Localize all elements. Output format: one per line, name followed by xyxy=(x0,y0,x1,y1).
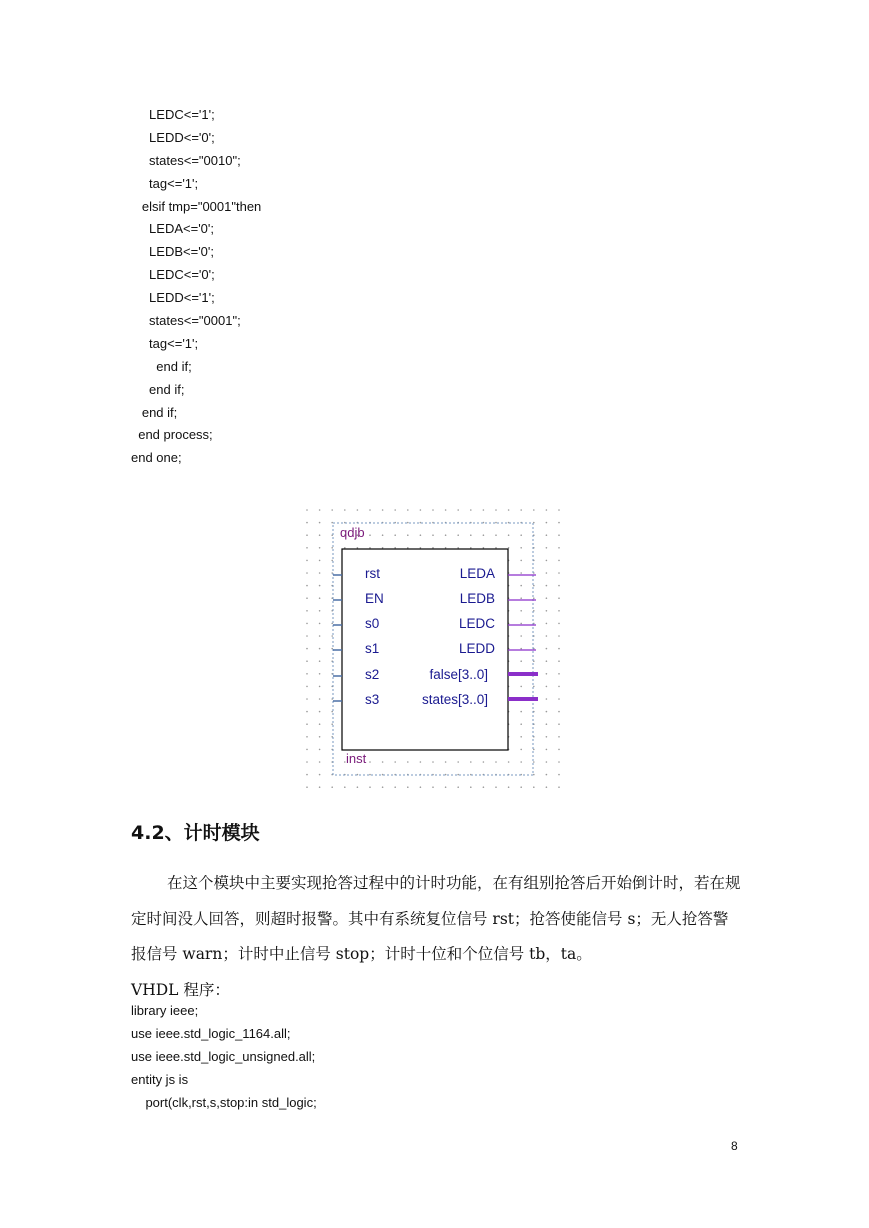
grid-dot xyxy=(344,547,346,549)
grid-dot xyxy=(495,509,497,511)
grid-dot xyxy=(445,786,447,788)
output-pin-label: states[3..0] xyxy=(421,692,488,707)
grid-dot xyxy=(520,761,522,763)
grid-dot xyxy=(319,686,321,688)
grid-dot xyxy=(546,660,548,662)
page-number: 8 xyxy=(731,1139,738,1153)
grid-dot xyxy=(546,711,548,713)
grid-dot xyxy=(483,761,485,763)
grid-dot xyxy=(558,547,560,549)
grid-dot xyxy=(520,635,522,637)
grid-dot xyxy=(558,610,560,612)
grid-dot xyxy=(520,749,522,751)
grid-dot xyxy=(520,648,522,650)
grid-dot xyxy=(457,547,459,549)
symbol-graphic xyxy=(303,505,568,795)
grid-dot xyxy=(382,534,384,536)
grid-dot xyxy=(331,635,333,637)
grid-dot xyxy=(483,534,485,536)
grid-dot xyxy=(306,585,308,587)
grid-dot xyxy=(319,534,321,536)
grid-dot xyxy=(306,623,308,625)
grid-dot xyxy=(495,547,497,549)
grid-dot xyxy=(558,635,560,637)
grid-dot xyxy=(457,534,459,536)
grid-dot xyxy=(407,509,409,511)
grid-dot xyxy=(306,597,308,599)
grid-dot xyxy=(457,786,459,788)
grid-dot xyxy=(331,547,333,549)
grid-dot xyxy=(420,534,422,536)
grid-dot xyxy=(432,786,434,788)
grid-dot xyxy=(407,761,409,763)
code-line: end if; xyxy=(131,404,178,420)
grid-dot xyxy=(306,786,308,788)
grid-dot xyxy=(546,635,548,637)
grid-dot xyxy=(546,597,548,599)
grid-dot xyxy=(319,723,321,725)
grid-dot xyxy=(520,534,522,536)
grid-dot xyxy=(357,509,359,511)
grid-dot xyxy=(369,786,371,788)
grid-dot xyxy=(432,509,434,511)
grid-dot xyxy=(445,509,447,511)
code-line: LEDD<='0'; xyxy=(131,129,215,145)
grid-dot xyxy=(533,774,535,776)
grid-dot xyxy=(508,547,510,549)
grid-dot xyxy=(369,547,371,549)
grid-dot xyxy=(306,761,308,763)
grid-dot xyxy=(306,749,308,751)
grid-dot xyxy=(420,761,422,763)
input-pin-label: s1 xyxy=(365,641,380,656)
grid-dot xyxy=(457,774,459,776)
grid-dot xyxy=(369,774,371,776)
code-line: tag<='1'; xyxy=(131,335,199,351)
code-line: use ieee.std_logic_1164.all; xyxy=(131,1026,291,1041)
output-pin-label: LEDA xyxy=(459,566,495,581)
input-pin-label: s0 xyxy=(365,616,380,631)
code-line: states<="0001"; xyxy=(131,313,241,329)
grid-dot xyxy=(533,786,535,788)
grid-dot xyxy=(546,522,548,524)
grid-dot xyxy=(558,786,560,788)
grid-dot xyxy=(558,686,560,688)
grid-dot xyxy=(546,698,548,700)
grid-dot xyxy=(319,660,321,662)
grid-dot xyxy=(306,698,308,700)
grid-dot xyxy=(319,585,321,587)
output-pin-label: LEDC xyxy=(458,616,495,631)
grid-dot xyxy=(495,786,497,788)
output-pin-label: LEDB xyxy=(459,591,495,606)
grid-dot xyxy=(546,686,548,688)
code-line: LEDC<='0'; xyxy=(131,267,215,283)
grid-dot xyxy=(344,786,346,788)
grid-dot xyxy=(520,660,522,662)
code-line: end process; xyxy=(131,427,213,443)
grid-dot xyxy=(508,761,510,763)
grid-dot xyxy=(470,761,472,763)
grid-dot xyxy=(558,774,560,776)
grid-dot xyxy=(306,673,308,675)
grid-dot xyxy=(357,786,359,788)
grid-dot xyxy=(520,572,522,574)
grid-dot xyxy=(457,509,459,511)
grid-dot xyxy=(369,534,371,536)
grid-dot xyxy=(533,509,535,511)
grid-dot xyxy=(319,560,321,562)
block-symbol-diagram xyxy=(303,505,568,795)
grid-dot xyxy=(319,736,321,738)
grid-dot xyxy=(546,547,548,549)
grid-dot xyxy=(331,723,333,725)
grid-dot xyxy=(382,509,384,511)
grid-dot xyxy=(445,534,447,536)
grid-dot xyxy=(533,597,535,599)
grid-dot xyxy=(319,698,321,700)
paragraph: VHDL 程序： xyxy=(131,980,230,999)
grid-dot xyxy=(407,534,409,536)
grid-dot xyxy=(319,635,321,637)
grid-dot xyxy=(483,509,485,511)
grid-dot xyxy=(306,560,308,562)
grid-dot xyxy=(483,786,485,788)
grid-dot xyxy=(420,547,422,549)
grid-dot xyxy=(306,736,308,738)
grid-dot xyxy=(420,786,422,788)
code-line: port(clk,rst,s,stop:in std_logic; xyxy=(131,1095,317,1110)
grid-dot xyxy=(306,635,308,637)
grid-dot xyxy=(331,711,333,713)
grid-dot xyxy=(558,572,560,574)
grid-dot xyxy=(520,585,522,587)
grid-dot xyxy=(520,597,522,599)
grid-dot xyxy=(520,560,522,562)
grid-dot xyxy=(445,547,447,549)
grid-dot xyxy=(369,509,371,511)
grid-dot xyxy=(319,673,321,675)
input-pin-label: EN xyxy=(365,591,384,606)
grid-dot xyxy=(533,585,535,587)
grid-dot xyxy=(319,711,321,713)
grid-dot xyxy=(331,509,333,511)
grid-dot xyxy=(432,547,434,549)
grid-dot xyxy=(558,648,560,650)
grid-dot xyxy=(558,585,560,587)
grid-dot xyxy=(546,560,548,562)
code-line: elsif tmp="0001"then xyxy=(131,198,262,214)
grid-dot xyxy=(319,648,321,650)
grid-dot xyxy=(546,774,548,776)
grid-dot xyxy=(394,547,396,549)
grid-dot xyxy=(331,560,333,562)
grid-dot xyxy=(495,761,497,763)
grid-dot xyxy=(533,686,535,688)
input-pin-label: s2 xyxy=(365,667,380,682)
grid-dot xyxy=(407,547,409,549)
grid-dot xyxy=(470,547,472,549)
grid-dot xyxy=(369,761,371,763)
grid-dot xyxy=(394,786,396,788)
grid-dot xyxy=(533,761,535,763)
code-line: end if; xyxy=(131,358,192,374)
grid-dot xyxy=(319,786,321,788)
grid-dot xyxy=(306,723,308,725)
code-line: states<="0010"; xyxy=(131,152,241,168)
grid-dot xyxy=(306,686,308,688)
grid-dot xyxy=(546,610,548,612)
grid-dot xyxy=(520,736,522,738)
grid-dot xyxy=(445,761,447,763)
grid-dot xyxy=(344,509,346,511)
grid-dot xyxy=(382,786,384,788)
grid-dot xyxy=(394,761,396,763)
grid-dot xyxy=(558,673,560,675)
grid-dot xyxy=(546,761,548,763)
grid-dot xyxy=(558,723,560,725)
grid-dot xyxy=(546,736,548,738)
grid-dot xyxy=(495,534,497,536)
grid-dot xyxy=(558,509,560,511)
grid-dot xyxy=(394,534,396,536)
grid-dot xyxy=(520,623,522,625)
grid-dot xyxy=(508,509,510,511)
grid-dot xyxy=(445,774,447,776)
grid-dot xyxy=(319,761,321,763)
grid-dot xyxy=(394,509,396,511)
symbol-name: qdjb xyxy=(340,525,365,540)
grid-dot xyxy=(520,711,522,713)
output-pin-label: LEDD xyxy=(458,641,495,656)
grid-dot xyxy=(558,761,560,763)
grid-dot xyxy=(407,522,409,524)
grid-dot xyxy=(306,660,308,662)
grid-dot xyxy=(306,522,308,524)
grid-dot xyxy=(470,534,472,536)
paragraph: 在这个模块中主要实现抢答过程中的计时功能，在有组别抢答后开始倒计时，若在规定时间没人回答，则超时报警。其中有系统复位信号 rst；抢答使能信号 s；无人抢答警报信号 warn；计时中止信号 stop；计时十位和个位信号 tb，ta。 xyxy=(131,874,741,963)
grid-dot xyxy=(306,610,308,612)
grid-dot xyxy=(558,560,560,562)
grid-dot xyxy=(520,547,522,549)
grid-dot xyxy=(432,534,434,536)
code-line: end one; xyxy=(131,450,182,466)
code-line: LEDC<='1'; xyxy=(131,107,215,122)
grid-dot xyxy=(331,522,333,524)
grid-dot xyxy=(558,660,560,662)
instance-name: inst xyxy=(346,751,367,766)
grid-dot xyxy=(331,786,333,788)
grid-dot xyxy=(319,509,321,511)
section-heading: 4.2、计时模块 xyxy=(131,822,260,844)
grid-dot xyxy=(508,534,510,536)
grid-dot xyxy=(558,623,560,625)
code-line: entity js is xyxy=(131,1072,189,1087)
grid-dot xyxy=(420,509,422,511)
grid-dot xyxy=(319,749,321,751)
grid-dot xyxy=(546,623,548,625)
grid-dot xyxy=(546,572,548,574)
grid-dot xyxy=(420,522,422,524)
grid-dot xyxy=(483,547,485,549)
grid-dot xyxy=(558,736,560,738)
grid-dot xyxy=(558,522,560,524)
grid-dot xyxy=(306,547,308,549)
grid-dot xyxy=(319,522,321,524)
grid-dot xyxy=(520,610,522,612)
grid-dot xyxy=(382,761,384,763)
grid-dot xyxy=(520,786,522,788)
grid-dot xyxy=(306,774,308,776)
input-pin-label: s3 xyxy=(365,692,380,707)
grid-dot xyxy=(546,509,548,511)
grid-dot xyxy=(407,786,409,788)
grid-dot xyxy=(546,585,548,587)
grid-dot xyxy=(508,786,510,788)
code-block-1 xyxy=(131,104,261,470)
grid-dot xyxy=(546,786,548,788)
code-line: LEDA<='0'; xyxy=(131,221,215,237)
grid-dot xyxy=(558,749,560,751)
code-line: LEDD<='1'; xyxy=(131,290,215,306)
grid-dot xyxy=(546,723,548,725)
output-pin-label: false[3..0] xyxy=(429,667,488,682)
grid-dot xyxy=(457,761,459,763)
grid-dot xyxy=(558,711,560,713)
grid-dot xyxy=(306,572,308,574)
grid-dot xyxy=(306,648,308,650)
grid-dot xyxy=(495,522,497,524)
code-line: library ieee; xyxy=(131,1003,199,1018)
grid-dot xyxy=(319,572,321,574)
code-line: use ieee.std_logic_unsigned.all; xyxy=(131,1049,316,1064)
grid-dot xyxy=(306,711,308,713)
grid-dot xyxy=(520,686,522,688)
input-pin-label: rst xyxy=(365,566,380,581)
grid-dot xyxy=(546,673,548,675)
grid-dot xyxy=(470,509,472,511)
section-body xyxy=(131,866,743,1008)
grid-dot xyxy=(558,698,560,700)
grid-dot xyxy=(520,723,522,725)
grid-dot xyxy=(470,786,472,788)
grid-dot xyxy=(306,534,308,536)
grid-dot xyxy=(558,597,560,599)
code-line: LEDB<='0'; xyxy=(131,244,215,260)
grid-dot xyxy=(382,547,384,549)
grid-dot xyxy=(306,509,308,511)
grid-dot xyxy=(357,547,359,549)
code-line: end if; xyxy=(131,381,185,397)
grid-dot xyxy=(520,509,522,511)
grid-dot xyxy=(546,749,548,751)
grid-dot xyxy=(319,774,321,776)
grid-dot xyxy=(319,597,321,599)
grid-dot xyxy=(546,648,548,650)
grid-dot xyxy=(319,547,321,549)
grid-dot xyxy=(319,623,321,625)
grid-dot xyxy=(546,534,548,536)
grid-dot xyxy=(558,534,560,536)
grid-dot xyxy=(432,761,434,763)
code-line: tag<='1'; xyxy=(131,175,199,191)
code-block-2 xyxy=(131,999,317,1114)
grid-dot xyxy=(319,610,321,612)
